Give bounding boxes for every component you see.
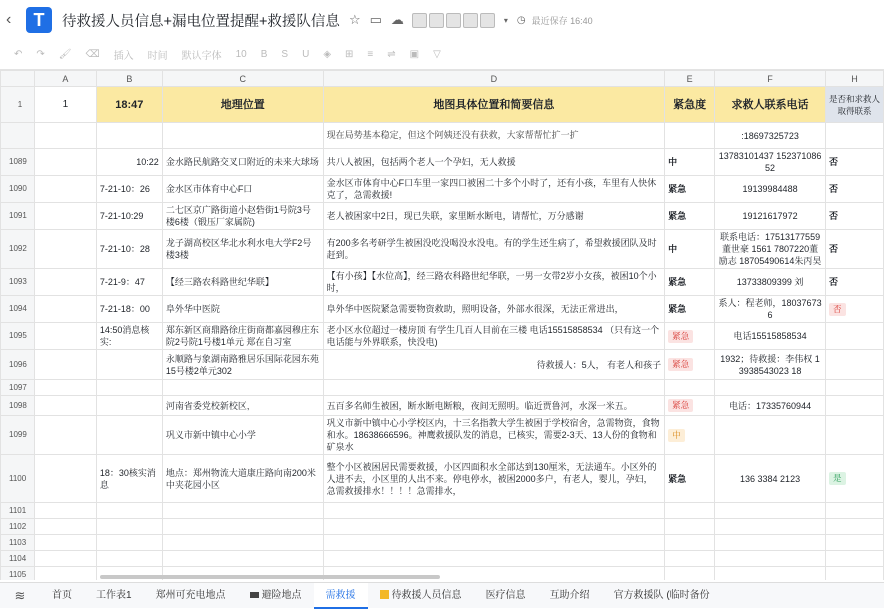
table-cell[interactable] bbox=[825, 203, 883, 230]
table-cell[interactable] bbox=[162, 503, 323, 519]
table-cell[interactable] bbox=[715, 567, 826, 581]
table-row bbox=[1, 203, 884, 230]
data-table bbox=[0, 70, 884, 580]
table-cell[interactable] bbox=[825, 323, 883, 350]
redo-icon[interactable]: ↷ bbox=[36, 49, 45, 60]
table-cell[interactable] bbox=[665, 123, 715, 149]
status-badge: 否 bbox=[828, 184, 838, 194]
table-cell[interactable]: 是否和求救人取得联系 bbox=[825, 87, 883, 123]
table-cell[interactable] bbox=[665, 567, 715, 581]
table-row bbox=[1, 551, 884, 567]
row-number[interactable]: 1093 bbox=[1, 269, 35, 296]
table-cell[interactable]: 19139984488 bbox=[715, 176, 826, 203]
font-family-select[interactable]: 默认字体 bbox=[181, 51, 222, 62]
strikethrough-icon[interactable]: S bbox=[281, 49, 289, 60]
layers-icon[interactable]: ≋ bbox=[14, 587, 26, 603]
table-cell[interactable] bbox=[665, 455, 715, 503]
status-badge: 紧急 bbox=[668, 211, 687, 221]
table-cell[interactable] bbox=[34, 519, 96, 535]
fill-color-icon[interactable]: ◈ bbox=[323, 49, 332, 60]
table-cell[interactable] bbox=[34, 176, 96, 203]
table-cell[interactable]: 二七区京广路街道小赵砦街1号院3号楼6楼（锻压厂家属院) bbox=[162, 203, 323, 230]
table-cell[interactable]: 系人：程老师，180376736 bbox=[715, 296, 826, 323]
undo-icon[interactable]: ↶ bbox=[14, 49, 23, 60]
row-number[interactable]: 1095 bbox=[1, 323, 35, 350]
table-cell[interactable]: 7-21-10：26 bbox=[96, 176, 162, 203]
table-cell[interactable]: 龙子湖高校区华北水利水电大学F2号楼3楼 bbox=[162, 230, 323, 269]
table-cell[interactable] bbox=[665, 176, 715, 203]
table-cell[interactable] bbox=[825, 567, 883, 581]
column-header[interactable]: E bbox=[665, 71, 715, 87]
table-cell[interactable] bbox=[34, 350, 96, 380]
table-cell[interactable] bbox=[715, 551, 826, 567]
table-cell[interactable] bbox=[34, 396, 96, 416]
table-cell[interactable]: 7-21-18：00 bbox=[96, 296, 162, 323]
app-logo: T bbox=[26, 7, 52, 33]
table-cell[interactable] bbox=[825, 503, 883, 519]
table-cell[interactable] bbox=[96, 380, 162, 396]
table-cell[interactable] bbox=[715, 519, 826, 535]
table-cell[interactable]: 地点：郑州物流大道康庄路向南200米中夹花园小区 bbox=[162, 455, 323, 503]
title-bar bbox=[0, 0, 884, 40]
tab-label: 待救援人员信息 bbox=[391, 589, 462, 601]
table-row bbox=[1, 396, 884, 416]
status-badge: 中 bbox=[668, 429, 685, 442]
table-cell[interactable] bbox=[665, 503, 715, 519]
table-cell[interactable] bbox=[34, 380, 96, 396]
table-cell[interactable] bbox=[323, 503, 665, 519]
table-cell[interactable] bbox=[34, 149, 96, 176]
table-cell[interactable]: 10:22 bbox=[96, 149, 162, 176]
select-all-corner[interactable] bbox=[1, 71, 35, 87]
table-cell[interactable] bbox=[96, 551, 162, 567]
wrap-icon[interactable]: ⇌ bbox=[387, 49, 396, 60]
table-row bbox=[1, 503, 884, 519]
table-row bbox=[1, 323, 884, 350]
row-number[interactable]: 1101 bbox=[1, 503, 35, 519]
table-cell[interactable] bbox=[665, 416, 715, 455]
table-cell[interactable]: 河南省委党校新校区, bbox=[162, 396, 323, 416]
table-cell[interactable]: 1932；待救援：李伟权 13938543023 18 bbox=[715, 350, 826, 380]
table-cell[interactable]: 金水路民航路交叉口附近的未来大球场 bbox=[162, 149, 323, 176]
row-number[interactable]: 1092 bbox=[1, 230, 35, 269]
time-format-menu[interactable]: 时间 bbox=[147, 51, 168, 62]
table-cell[interactable] bbox=[825, 396, 883, 416]
merge-icon[interactable]: ▣ bbox=[409, 49, 420, 60]
table-cell[interactable]: 19121617972 bbox=[715, 203, 826, 230]
table-cell[interactable] bbox=[34, 230, 96, 269]
table-cell[interactable]: 136 3384 2123 bbox=[715, 455, 826, 503]
table-cell[interactable] bbox=[34, 503, 96, 519]
table-cell[interactable] bbox=[34, 203, 96, 230]
table-row bbox=[1, 176, 884, 203]
font-size-select[interactable]: 10 bbox=[235, 49, 247, 60]
table-cell[interactable] bbox=[665, 149, 715, 176]
header-row bbox=[1, 87, 884, 123]
clear-format-icon[interactable]: ⌫ bbox=[85, 49, 100, 60]
table-cell[interactable] bbox=[323, 535, 665, 551]
table-cell[interactable] bbox=[715, 380, 826, 396]
table-cell[interactable] bbox=[34, 296, 96, 323]
status-badge: 紧急 bbox=[668, 399, 693, 412]
avatar[interactable] bbox=[412, 13, 427, 28]
table-cell[interactable]: 电话15515858534 bbox=[715, 323, 826, 350]
table-cell[interactable] bbox=[323, 551, 665, 567]
table-cell[interactable] bbox=[825, 380, 883, 396]
tab-label: 避险地点 bbox=[261, 589, 302, 601]
table-cell[interactable] bbox=[825, 149, 883, 176]
table-cell[interactable] bbox=[34, 123, 96, 149]
column-header[interactable]: F bbox=[715, 71, 826, 87]
border-icon[interactable]: ⊞ bbox=[345, 49, 354, 60]
status-badge: 紧急 bbox=[668, 277, 687, 287]
status-badge: 否 bbox=[828, 277, 838, 287]
tab-rescue-needed[interactable]: 需救援 bbox=[314, 583, 368, 609]
table-cell[interactable]: 1 bbox=[34, 87, 96, 123]
status-badge: 紧急 bbox=[668, 330, 693, 343]
status-badge: 紧急 bbox=[668, 358, 693, 371]
table-cell[interactable] bbox=[96, 519, 162, 535]
table-cell[interactable] bbox=[162, 535, 323, 551]
bold-button[interactable]: B bbox=[260, 49, 268, 60]
table-cell[interactable]: 【经三路农科路世纪华联】 bbox=[162, 269, 323, 296]
table-cell[interactable] bbox=[665, 323, 715, 350]
table-cell[interactable] bbox=[665, 535, 715, 551]
table-cell[interactable]: 18:47 bbox=[96, 87, 162, 123]
table-cell[interactable] bbox=[825, 269, 883, 296]
table-cell[interactable]: 13733809399 刘 bbox=[715, 269, 826, 296]
table-cell[interactable]: 13783101437 15237108652 bbox=[715, 149, 826, 176]
column-header[interactable]: A bbox=[34, 71, 96, 87]
table-cell[interactable]: 有200多名考研学生被困没吃没喝没水没电。有的学生还生病了，希望救援团队及时赶到。 bbox=[323, 230, 665, 269]
table-cell[interactable]: 【有小孩】【水位高】，经三路农科路世纪华联，一男一女带2岁小女孩，被困10个小时， bbox=[323, 269, 665, 296]
table-cell[interactable] bbox=[825, 535, 883, 551]
toolbar bbox=[0, 40, 884, 70]
cloud-icon[interactable]: ☁ bbox=[390, 12, 404, 27]
tab-home[interactable]: 首页 bbox=[52, 589, 72, 601]
column-header[interactable]: H bbox=[825, 71, 883, 87]
status-badge: 中 bbox=[668, 157, 678, 167]
row-number[interactable]: 1102 bbox=[1, 519, 35, 535]
table-cell[interactable] bbox=[162, 519, 323, 535]
table-cell[interactable]: 阜外华中医院 bbox=[162, 296, 323, 323]
table-cell[interactable] bbox=[162, 551, 323, 567]
table-cell[interactable]: 地理位置 bbox=[162, 87, 323, 123]
row-number[interactable]: 1090 bbox=[1, 176, 35, 203]
row-number[interactable]: 1094 bbox=[1, 296, 35, 323]
column-header[interactable]: B bbox=[96, 71, 162, 87]
table-cell[interactable]: 电话：17335760944 bbox=[715, 396, 826, 416]
table-cell[interactable] bbox=[665, 296, 715, 323]
table-cell[interactable] bbox=[34, 323, 96, 350]
table-row bbox=[1, 416, 884, 455]
avatar[interactable] bbox=[446, 13, 461, 28]
table-cell[interactable]: 待救援人：5人， 有老人和孩子 bbox=[323, 350, 665, 380]
table-cell[interactable] bbox=[96, 416, 162, 455]
table-cell[interactable] bbox=[96, 396, 162, 416]
table-row bbox=[1, 455, 884, 503]
table-cell[interactable] bbox=[34, 551, 96, 567]
tab-shelter[interactable] bbox=[238, 583, 314, 609]
sheet-tabs bbox=[0, 582, 884, 608]
spreadsheet-grid[interactable] bbox=[0, 70, 884, 580]
tab-charging[interactable]: 郑州可充电地点 bbox=[155, 589, 226, 601]
row-number[interactable]: 1 bbox=[1, 87, 35, 123]
status-badge: 中 bbox=[668, 244, 678, 254]
status-badge: 紧急 bbox=[668, 304, 687, 314]
table-cell[interactable]: 巩义市新中镇中心小学校区内，十三名指教大学生被困于学校宿舍，急需物资，食物和水。18638666596。神鹰救援队发的消息，已核实，需要2-3天、13人份的食物和矿泉水 bbox=[323, 416, 665, 455]
table-cell[interactable] bbox=[96, 535, 162, 551]
table-cell[interactable]: 永顺路与象湖南路雅居乐国际花园东苑15号楼2单元302 bbox=[162, 350, 323, 380]
table-cell[interactable] bbox=[825, 296, 883, 323]
table-cell[interactable] bbox=[715, 416, 826, 455]
table-cell[interactable] bbox=[665, 380, 715, 396]
table-cell[interactable] bbox=[34, 535, 96, 551]
table-row bbox=[1, 123, 884, 149]
table-cell[interactable]: 7-21-9：47 bbox=[96, 269, 162, 296]
table-cell[interactable] bbox=[825, 176, 883, 203]
table-cell[interactable] bbox=[96, 503, 162, 519]
table-cell[interactable] bbox=[323, 380, 665, 396]
bed-icon bbox=[250, 592, 259, 598]
table-cell[interactable] bbox=[715, 535, 826, 551]
collaborator-avatars[interactable] bbox=[410, 13, 495, 28]
table-cell[interactable]: 金水区市体育中心F口车里一家四口被困二十多个小时了，还有小孩，车里有人快休克了，急需救援! bbox=[323, 176, 665, 203]
table-cell[interactable] bbox=[825, 230, 883, 269]
row-number[interactable] bbox=[1, 123, 35, 149]
table-row bbox=[1, 149, 884, 176]
table-cell[interactable]: 金水区市体育中心F口 bbox=[162, 176, 323, 203]
table-cell[interactable] bbox=[665, 203, 715, 230]
table-cell[interactable] bbox=[825, 455, 883, 503]
table-cell[interactable] bbox=[34, 269, 96, 296]
table-cell[interactable]: 共八人被困，包括两个老人一个孕妇，无人救援 bbox=[323, 149, 665, 176]
table-cell[interactable] bbox=[665, 230, 715, 269]
table-cell[interactable] bbox=[665, 519, 715, 535]
table-row bbox=[1, 230, 884, 269]
table-cell[interactable]: 18：30核实消息 bbox=[96, 455, 162, 503]
table-cell[interactable] bbox=[825, 123, 883, 149]
status-badge: 否 bbox=[828, 244, 838, 254]
table-cell[interactable]: 7-21-10：28 bbox=[96, 230, 162, 269]
row-number[interactable]: 1089 bbox=[1, 149, 35, 176]
table-cell[interactable]: 整个小区被困居民需要救援，小区四面积水全部达到130厘米，无法通车。小区外的人进不去，小区里的人出不来。停电停水，被困2000多户，有老人，婴儿，孕妇，急需救援排水！！！！急需排水， bbox=[323, 455, 665, 503]
column-header[interactable]: C bbox=[162, 71, 323, 87]
avatar[interactable] bbox=[463, 13, 478, 28]
status-badge: 紧急 bbox=[668, 184, 687, 194]
tab-awaiting-rescue[interactable] bbox=[368, 583, 474, 609]
column-header-row bbox=[1, 71, 884, 87]
table-cell[interactable]: 求救人联系电话 bbox=[715, 87, 826, 123]
table-cell[interactable]: 巩义市新中镇中心小学 bbox=[162, 416, 323, 455]
table-row bbox=[1, 380, 884, 396]
row-number[interactable]: 1103 bbox=[1, 535, 35, 551]
table-cell[interactable] bbox=[34, 567, 96, 581]
table-cell[interactable]: 五百多名师生被困，断水断电断粮，夜间无照明。临近贾鲁河，水深一米五。 bbox=[323, 396, 665, 416]
row-number[interactable]: 1098 bbox=[1, 396, 35, 416]
tab-sheet1[interactable]: 工作表1 bbox=[96, 589, 132, 601]
insert-menu[interactable]: 插入 bbox=[113, 51, 134, 62]
format-painter-icon[interactable]: 🖌 bbox=[58, 49, 72, 60]
table-cell[interactable] bbox=[715, 503, 826, 519]
tab-official-teams[interactable]: 官方救援队 (临时备份 bbox=[613, 589, 710, 601]
table-cell[interactable] bbox=[825, 350, 883, 380]
table-cell[interactable] bbox=[34, 455, 96, 503]
row-number[interactable]: 1100 bbox=[1, 455, 35, 503]
table-cell[interactable]: 郑东新区商鼎路徐庄街商都嘉园穆庄东院2号院1号楼1单元 郑在自习室 bbox=[162, 323, 323, 350]
row-number[interactable]: 1097 bbox=[1, 380, 35, 396]
table-cell[interactable] bbox=[665, 551, 715, 567]
clock-icon: ◷ bbox=[516, 14, 526, 26]
star-icon[interactable]: ☆ bbox=[348, 12, 361, 27]
row-number[interactable]: 1091 bbox=[1, 203, 35, 230]
tab-medical[interactable]: 医疗信息 bbox=[485, 589, 526, 601]
table-cell[interactable]: 地图具体位置和简要信息 bbox=[323, 87, 665, 123]
table-cell[interactable] bbox=[162, 123, 323, 149]
status-badge: 否 bbox=[829, 303, 846, 316]
table-cell[interactable] bbox=[665, 350, 715, 380]
table-cell[interactable]: 7-21-10:29 bbox=[96, 203, 162, 230]
save-status: 最近保存 16:40 bbox=[531, 15, 593, 26]
table-cell[interactable]: 老小区水位超过一楼房顶 有学生几百人目前在三楼 电话15515858534 （只有这一个电话能与外界联系，快没电) bbox=[323, 323, 665, 350]
row-number[interactable]: 1099 bbox=[1, 416, 35, 455]
table-cell[interactable] bbox=[665, 269, 715, 296]
table-cell[interactable]: :18697325723 bbox=[715, 123, 826, 149]
table-cell[interactable]: 14:50消息核实: bbox=[96, 323, 162, 350]
chevron-down-icon[interactable]: ▾ bbox=[503, 15, 508, 25]
avatar[interactable] bbox=[480, 13, 495, 28]
table-cell[interactable] bbox=[825, 416, 883, 455]
table-cell[interactable] bbox=[323, 519, 665, 535]
table-cell[interactable] bbox=[34, 416, 96, 455]
table-cell[interactable] bbox=[96, 350, 162, 380]
status-badge: 紧急 bbox=[668, 473, 687, 484]
filter-icon[interactable]: ▽ bbox=[433, 49, 441, 60]
table-cell[interactable]: 现在局势基本稳定，但这个阿姨还没有获救，大家帮帮忙扩一扩 bbox=[323, 123, 665, 149]
back-icon[interactable]: ‹ bbox=[6, 11, 12, 28]
table-row bbox=[1, 350, 884, 380]
row-number[interactable]: 1096 bbox=[1, 350, 35, 380]
row-number[interactable]: 1104 bbox=[1, 551, 35, 567]
document-title[interactable]: 待救援人员信息+漏电位置提醒+救援队信息 bbox=[62, 13, 340, 30]
table-row bbox=[1, 269, 884, 296]
checkbox-icon bbox=[380, 590, 389, 599]
table-row bbox=[1, 296, 884, 323]
table-cell[interactable]: 老人被困家中2日，现已失联，家里断水断电，请帮忙，万分感谢 bbox=[323, 203, 665, 230]
column-header[interactable]: D bbox=[323, 71, 665, 87]
table-cell[interactable]: 紧急度 bbox=[665, 87, 715, 123]
table-cell[interactable] bbox=[665, 396, 715, 416]
table-cell[interactable] bbox=[825, 551, 883, 567]
status-badge: 是 bbox=[829, 472, 846, 485]
table-cell[interactable] bbox=[96, 123, 162, 149]
horizontal-scrollbar[interactable] bbox=[100, 575, 440, 579]
avatar[interactable] bbox=[429, 13, 444, 28]
table-cell[interactable]: 联系电话：17513177559 董世豪 1561 7807220董励志 18705490614朱丙昊 bbox=[715, 230, 826, 269]
table-cell[interactable]: 阜外华中医院紧急需要物资救助，照明设备，外部水很深，无法正常进出， bbox=[323, 296, 665, 323]
status-badge: 否 bbox=[828, 157, 838, 167]
table-cell[interactable] bbox=[162, 380, 323, 396]
doc-info-icon[interactable]: ▭ bbox=[369, 12, 382, 27]
status-badge: 否 bbox=[828, 211, 838, 221]
table-row bbox=[1, 535, 884, 551]
row-number[interactable]: 1105 bbox=[1, 567, 35, 581]
table-row bbox=[1, 519, 884, 535]
underline-icon[interactable]: U bbox=[302, 49, 310, 60]
align-icon[interactable]: ≡ bbox=[367, 49, 374, 60]
tab-mutual-aid[interactable]: 互助介绍 bbox=[549, 589, 590, 601]
table-cell[interactable] bbox=[825, 519, 883, 535]
